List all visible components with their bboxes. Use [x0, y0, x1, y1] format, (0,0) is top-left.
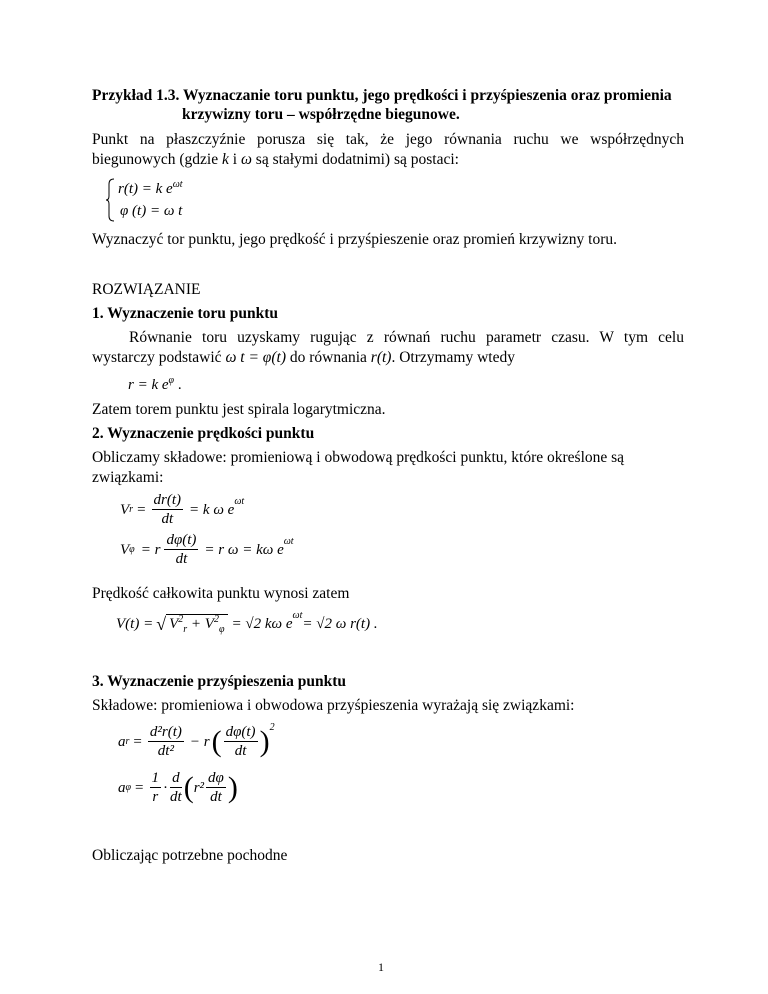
vphi-label: V — [120, 541, 130, 558]
vr-label: V — [120, 501, 130, 518]
aphi-num1: 1 — [151, 770, 160, 786]
traj-eq-end: . — [174, 377, 182, 393]
radicand-v2: V — [204, 616, 214, 632]
right-paren-icon: ) — [259, 724, 270, 758]
s1-r-of-t: r(t) — [370, 349, 392, 366]
aphi-fraction3 — [206, 770, 226, 805]
left-paren-icon: ( — [211, 724, 222, 758]
ar-num1: d²r(t) — [149, 724, 182, 740]
section3-heading: 3. Wyznaczenie przyśpieszenia punktu — [92, 673, 347, 690]
traj-eq-text: r = k e — [128, 377, 169, 393]
vr-num: dr(t) — [153, 492, 182, 508]
section2-line1: Obliczamy składowe: promieniową i obwodową prędkości punktu, które określone są — [92, 449, 625, 466]
vphi-fraction — [164, 532, 198, 567]
aphi-fraction2 — [170, 770, 182, 805]
s1-text-a: wystarczy podstawić — [92, 349, 226, 366]
intro-line2 — [92, 150, 459, 170]
s1-expr: ω t = φ(t) — [225, 349, 286, 366]
ar-den2: dt — [234, 743, 247, 759]
total-rhs2: = √2 ω r(t) . — [302, 615, 378, 632]
s1-text-c: . Otrzymamy wtedy — [391, 349, 515, 366]
example-title-line2: krzywizny toru – współrzędne biegunowe. — [182, 106, 460, 123]
vr-den: dt — [161, 511, 174, 527]
ar-den1: dt² — [157, 743, 174, 759]
sqrt-radicand: $V^2_r + V^2_\varphi$ — [166, 614, 227, 633]
task-statement: Wyznaczyć tor punktu, jego prędkość i przyśpieszenie oraz promień krzywizny toru. — [92, 231, 618, 248]
ar-num2: dφ(t) — [225, 724, 256, 740]
aphi-num2: d — [172, 770, 180, 786]
eq-motion-phi: φ (t) = ω t — [120, 203, 183, 219]
intro-conj: i — [228, 151, 241, 168]
traj-eq-exp: φ — [168, 375, 175, 386]
trajectory-equation — [128, 376, 182, 394]
s1-text-b: do równania — [285, 349, 371, 366]
intro-text: biegunowych (gdzie — [92, 151, 222, 168]
eq-motion-r — [118, 180, 183, 198]
right-paren-icon: ) — [227, 770, 238, 804]
section2-line2: związkami: — [92, 469, 164, 486]
ar-equals: = — [133, 733, 142, 750]
intro-line1: Punkt na płaszczyźnie porusza się tak, że jego równania ruchu we współrzędnych — [92, 131, 684, 148]
total-rhs: = √2 kω e — [231, 615, 293, 632]
eq-motion-r-exp: ωt — [172, 179, 183, 190]
aphi-r2: r² — [193, 779, 205, 796]
solution-heading: ROZWIĄZANIE — [92, 281, 201, 298]
sqrt-icon: √ — [156, 613, 167, 634]
section1-conclusion: Zatem torem punktu jest spirala logarytmiczna. — [92, 401, 386, 418]
section1-heading: 1. Wyznaczenie toru punktu — [92, 305, 279, 322]
vphi-num: dφ(t) — [166, 532, 197, 548]
symbol-omega: ω — [240, 151, 252, 168]
symbol-k: k — [222, 151, 229, 168]
total-velocity-equation: V(t) = √ $V^2_r + V^2_\varphi$ = √2 kω e $^{\omega t}$ = √2 ω r(t) . — [116, 609, 378, 635]
section1-line1: Równanie toru uzyskamy rugując z równań ruchu parametr czasu. W tym celu — [129, 329, 684, 346]
intro-text-end: są stałymi dodatnimi) są postaci: — [251, 151, 459, 168]
ar-label: a — [118, 733, 126, 750]
aphi-den3: dt — [210, 789, 222, 805]
section2-heading: 2. Wyznaczenie prędkości punktu — [92, 425, 315, 442]
eq-motion-r-text: r(t) = k e — [118, 181, 173, 197]
left-paren-icon: ( — [183, 770, 194, 804]
vr-rhs: = k ω e — [189, 501, 235, 518]
velocity-radial-equation: V r = $\frac{dr(t)}{dt}$ = k ω e $^{\omega t}$ — [120, 492, 245, 527]
vphi-rhs: = r ω = kω e — [204, 541, 284, 558]
vphi-den: dt — [175, 551, 188, 567]
acceleration-circumferential-equation: a φ = $\frac{1}{r}$ · $\frac{d}{dt}$ ( r² $\frac{d\varphi}{dt}$ ) — [118, 770, 238, 805]
aphi-num3: dφ — [208, 770, 224, 786]
example-title-line1: Przykład 1.3. Wyznaczanie toru punktu, jego prędkości i przyśpieszenia oraz promienia — [92, 87, 672, 104]
total-lhs: V(t) = — [116, 615, 154, 632]
aphi-dot: · — [163, 779, 169, 796]
left-brace-icon — [106, 178, 116, 222]
velocity-circumferential-equation: V φ = r $\frac{d\varphi(t)}{dt}$ = r ω = kω e $^{\omega t}$ — [120, 532, 294, 567]
page-number: 1 — [378, 960, 384, 974]
radicand-v1: V — [169, 616, 179, 632]
ar-mid: − r — [189, 733, 210, 750]
ar-fraction1 — [148, 724, 184, 759]
total-velocity-text: Prędkość całkowita punktu wynosi zatem — [92, 585, 350, 602]
motion-equations-system — [106, 178, 266, 222]
section1-line2 — [92, 348, 515, 368]
aphi-den2: dt — [170, 789, 182, 805]
vr-equals: = — [137, 501, 146, 518]
aphi-den1: r — [152, 789, 159, 805]
ar-fraction2 — [224, 724, 258, 759]
aphi-equals: = — [135, 779, 144, 796]
acceleration-radial-equation: a r = $\frac{\text{d²r(t)}}{\text{dt²}}$ − r ( $\frac{d\varphi(t)}{dt}$ ) $^2$ — [118, 721, 275, 759]
vphi-pre: = r — [140, 541, 161, 558]
section3-closing: Obliczając potrzebne pochodne — [92, 847, 288, 864]
aphi-label: a — [118, 779, 126, 796]
aphi-fraction1 — [150, 770, 162, 805]
vr-fraction — [152, 492, 184, 527]
section3-line1: Składowe: promieniowa i obwodowa przyśpieszenia wyrażają się związkami: — [92, 697, 575, 714]
